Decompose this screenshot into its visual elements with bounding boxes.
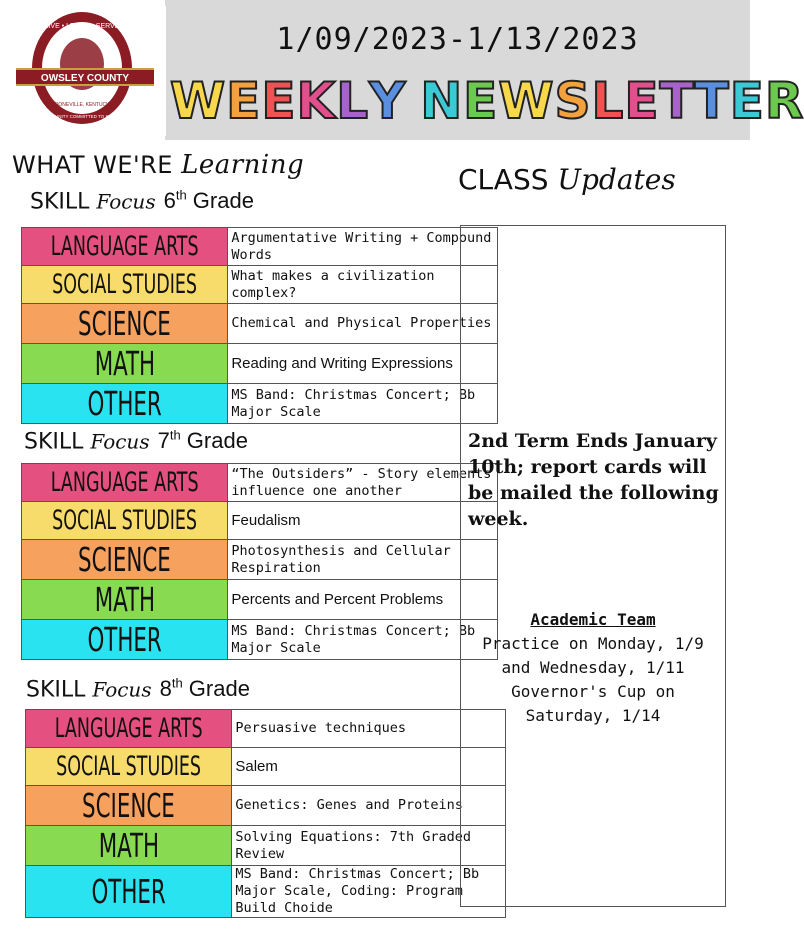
subject-row	[22, 266, 498, 304]
subject-name-text: LANGUAGE ARTS	[50, 467, 199, 498]
subject-name	[22, 384, 228, 424]
subject-name-text: OTHER	[87, 620, 162, 659]
subject-description: Persuasive techniques	[232, 710, 506, 748]
subject-name-text: LANGUAGE ARTS	[54, 713, 203, 744]
subject-row	[26, 786, 506, 826]
grade-label	[158, 428, 248, 453]
logo-city-text: BOONEVILLE, KENTUCKY	[51, 102, 113, 108]
subject-name-text: MATH	[98, 826, 159, 865]
subject-description: Photosynthesis and Cellular Respiration	[228, 540, 498, 580]
grade-word: Grade	[192, 188, 254, 214]
skill-focus-caps: SKILL	[26, 677, 86, 703]
learning-heading	[12, 150, 304, 180]
subject-description: Reading and Writing Expressions	[228, 344, 498, 384]
subject-name-text: MATH	[94, 344, 155, 383]
subject-name	[22, 266, 228, 304]
subject-row	[22, 620, 498, 660]
subject-name	[26, 826, 232, 866]
subject-row	[26, 710, 506, 748]
grade-word: Grade	[186, 428, 248, 454]
skill-focus-script: Focus	[96, 189, 156, 214]
term-ends-notice: 2nd Term Ends January 10th; report cards will be mailed the following week.	[468, 430, 719, 530]
subject-description: MS Band: Christmas Concert; Bb Major Scale, Coding: Program Build Choide	[232, 866, 506, 918]
subject-description: “The Outsiders” - Story elements influence one another	[228, 464, 498, 502]
subject-name	[26, 710, 232, 748]
subject-description: What makes a civilization complex?	[228, 266, 498, 304]
class-updates-script: Updates	[557, 163, 676, 196]
subject-name-text: SCIENCE	[82, 786, 176, 825]
subject-table	[21, 227, 498, 424]
subject-name	[26, 866, 232, 918]
subject-row	[26, 866, 506, 918]
grade-suffix: th	[171, 676, 183, 691]
subject-row	[26, 826, 506, 866]
subject-description: Solving Equations: 7th Graded Review	[232, 826, 506, 866]
subject-name	[22, 228, 228, 266]
skill-focus-script: Focus	[92, 677, 152, 702]
subject-name	[26, 786, 232, 826]
school-logo	[6, 6, 166, 136]
skill-focus-label	[30, 188, 254, 214]
subject-name	[22, 540, 228, 580]
class-updates-caps: CLASS	[458, 163, 549, 196]
class-updates-box	[460, 225, 726, 907]
logo-band-text: OWSLEY COUNTY	[40, 73, 130, 84]
school-seal-icon	[6, 6, 166, 136]
subject-name-text: SOCIAL STUDIES	[56, 751, 202, 782]
academic-line: and Wednesday, 1/11	[501, 658, 685, 677]
subject-name	[22, 464, 228, 502]
academic-line: Governor's Cup on	[511, 682, 675, 701]
academic-team-notice	[462, 608, 724, 728]
newsletter-title: WEEKLY NEWSLETTER	[170, 72, 804, 130]
subject-name-text: OTHER	[91, 872, 166, 911]
logo-bottom-text: A COMMUNITY COMMITTED TO SUCCESS	[36, 114, 128, 119]
learning-heading-script: Learning	[181, 150, 305, 180]
logo-top-text: LIVE • LEARN • SERVE	[44, 23, 120, 30]
subject-row	[26, 748, 506, 786]
skill-focus-caps: SKILL	[30, 189, 90, 215]
subject-row	[22, 304, 498, 344]
subject-row	[22, 580, 498, 620]
grade-label	[164, 188, 254, 213]
subject-description: Genetics: Genes and Proteins	[232, 786, 506, 826]
subject-name	[22, 344, 228, 384]
skill-focus-label	[26, 676, 250, 702]
subject-row	[22, 384, 498, 424]
subject-table	[25, 709, 506, 918]
subject-name-text: LANGUAGE ARTS	[50, 231, 199, 262]
subject-name-text: SOCIAL STUDIES	[52, 505, 198, 536]
subject-row	[22, 502, 498, 540]
grade-number: 8	[159, 676, 172, 702]
grade-suffix: th	[175, 188, 187, 203]
skill-focus-caps: SKILL	[24, 429, 84, 455]
subject-name-text: MATH	[94, 580, 155, 619]
grade-number: 7	[157, 428, 170, 454]
skill-focus-label	[24, 428, 248, 454]
subject-description: Feudalism	[228, 502, 498, 540]
grade-label	[160, 676, 250, 701]
grade-suffix: th	[169, 428, 181, 443]
subject-name-text: SCIENCE	[78, 540, 172, 579]
subject-name-text: SCIENCE	[78, 304, 172, 343]
subject-description: MS Band: Christmas Concert; Bb Major Scale	[228, 620, 498, 660]
subject-row	[22, 344, 498, 384]
grade-word: Grade	[188, 676, 250, 702]
subject-row	[22, 540, 498, 580]
subject-description: MS Band: Christmas Concert; Bb Major Scale	[228, 384, 498, 424]
subject-name	[26, 748, 232, 786]
class-updates-heading	[458, 163, 676, 196]
subject-name	[22, 580, 228, 620]
subject-description: Percents and Percent Problems	[228, 580, 498, 620]
learning-heading-caps: WHAT WE'RE	[12, 151, 173, 179]
date-range: 1/09/2023-1/13/2023	[276, 22, 639, 57]
subject-description: Chemical and Physical Properties	[228, 304, 498, 344]
grade-number: 6	[163, 188, 176, 214]
skill-focus-script: Focus	[90, 429, 150, 454]
subject-table	[21, 463, 498, 660]
subject-name	[22, 620, 228, 660]
academic-line: Practice on Monday, 1/9	[482, 634, 704, 653]
subject-name	[22, 304, 228, 344]
subject-row	[22, 464, 498, 502]
subject-description: Argumentative Writing + Compound Words	[228, 228, 498, 266]
subject-name	[22, 502, 228, 540]
subject-description: Salem	[232, 748, 506, 786]
academic-line: Saturday, 1/14	[525, 706, 661, 725]
subject-name-text: OTHER	[87, 384, 162, 423]
academic-team-heading: Academic Team	[530, 610, 656, 629]
subject-row	[22, 228, 498, 266]
subject-name-text: SOCIAL STUDIES	[52, 269, 198, 300]
